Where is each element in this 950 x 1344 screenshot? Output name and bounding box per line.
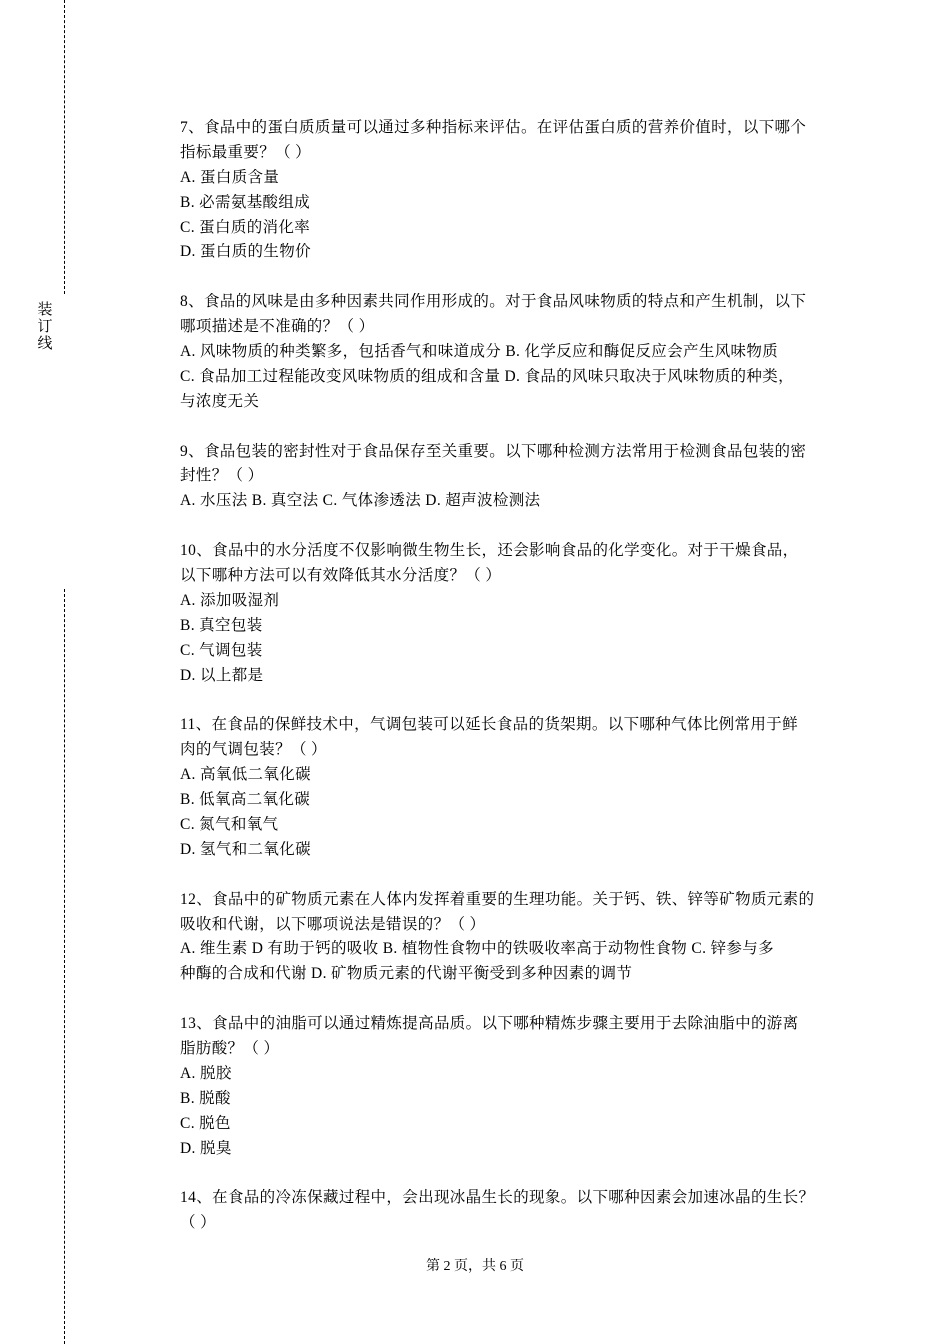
options-line: A. 风味物质的种类繁多，包括香气和味道成分 B. 化学反应和酶促反应会产生风味物质 bbox=[180, 343, 779, 361]
option-d: D. 以上都是 bbox=[180, 666, 264, 684]
question-stem: 脂肪酸？（ ） bbox=[180, 1039, 280, 1057]
option-a: A. 高氧低二氧化碳 bbox=[180, 766, 311, 784]
question-13 bbox=[180, 1012, 842, 1161]
option-b: B. 脱酸 bbox=[180, 1089, 231, 1107]
option-d: D. 氢气和二氧化碳 bbox=[180, 840, 311, 858]
binding-line-label bbox=[36, 302, 54, 353]
option-a: A. 添加吸湿剂 bbox=[180, 591, 280, 609]
question-stem: 封性？（ ） bbox=[180, 467, 264, 485]
question-9 bbox=[180, 440, 842, 515]
options-line: 种酶的合成和代谢 D. 矿物质元素的代谢平衡受到多种因素的调节 bbox=[180, 965, 633, 983]
option-b: B. 低氧高二氧化碳 bbox=[180, 791, 311, 809]
question-7 bbox=[180, 116, 842, 265]
question-11 bbox=[180, 713, 842, 862]
options-line: A. 水压法 B. 真空法 C. 气体渗透法 D. 超声波检测法 bbox=[180, 492, 541, 510]
options-line: A. 维生素 D 有助于钙的吸收 B. 植物性食物中的铁吸收率高于动物性食物 C. 锌参与多 bbox=[180, 940, 774, 958]
question-stem: 吸收和代谢，以下哪项说法是错误的？（ ） bbox=[180, 915, 486, 933]
question-stem: 14、在食品的冷冻保藏过程中，会出现冰晶生长的现象。以下哪种因素会加速冰晶的生长？ bbox=[180, 1189, 815, 1207]
option-b: B. 必需氨基酸组成 bbox=[180, 193, 311, 211]
option-c: C. 气调包装 bbox=[180, 641, 263, 659]
binding-dashed-line-bottom bbox=[64, 589, 65, 1344]
question-8 bbox=[180, 290, 842, 414]
option-b: B. 真空包装 bbox=[180, 616, 263, 634]
option-c: C. 脱色 bbox=[180, 1114, 231, 1132]
question-stem: 13、食品中的油脂可以通过精炼提高品质。以下哪种精炼步骤主要用于去除油脂中的游离 bbox=[180, 1015, 799, 1033]
question-stem: 以下哪种方法可以有效降低其水分活度？（ ） bbox=[180, 567, 502, 585]
question-stem: 哪项描述是不准确的？（ ） bbox=[180, 318, 375, 336]
option-c: C. 氮气和氧气 bbox=[180, 815, 279, 833]
binding-label-char: 装 bbox=[37, 302, 53, 318]
question-stem: 12、食品中的矿物质元素在人体内发挥着重要的生理功能。关于钙、铁、锌等矿物质元素的 bbox=[180, 890, 815, 908]
option-c: C. 蛋白质的消化率 bbox=[180, 218, 311, 236]
page-number-footer: 第 2 页，共 6 页 bbox=[426, 1259, 524, 1274]
question-stem: 8、食品的风味是由多种因素共同作用形成的。对于食品风味物质的特点和产生机制，以下 bbox=[180, 293, 807, 311]
question-10 bbox=[180, 539, 842, 688]
question-12 bbox=[180, 888, 842, 988]
binding-label-char: 订 bbox=[37, 319, 53, 335]
options-line: 与浓度无关 bbox=[180, 392, 260, 410]
options-line: C. 食品加工过程能改变风味物质的组成和含量 D. 食品的风味只取决于风味物质的种类， bbox=[180, 367, 794, 385]
binding-label-char: 线 bbox=[37, 336, 53, 352]
question-stem: 11、在食品的保鲜技术中，气调包装可以延长食品的货架期。以下哪种气体比例常用于鲜 bbox=[180, 716, 798, 734]
question-stem: 10、食品中的水分活度不仅影响微生物生长，还会影响食品的化学变化。对于干燥食品， bbox=[180, 542, 799, 560]
option-a: A. 脱胶 bbox=[180, 1064, 232, 1082]
option-d: D. 蛋白质的生物价 bbox=[180, 243, 311, 261]
question-14 bbox=[180, 1186, 842, 1236]
question-stem: 指标最重要？（ ） bbox=[180, 143, 312, 161]
question-stem: 7、食品中的蛋白质质量可以通过多种指标来评估。在评估蛋白质的营养价值时，以下哪个 bbox=[180, 119, 807, 136]
question-stem: 肉的气调包装？（ ） bbox=[180, 741, 327, 759]
option-a: A. 蛋白质含量 bbox=[180, 168, 280, 186]
binding-dashed-line-top bbox=[64, 0, 65, 294]
exam-content bbox=[180, 116, 842, 1261]
question-stem: （ ） bbox=[180, 1214, 216, 1232]
question-stem: 9、食品包装的密封性对于食品保存至关重要。以下哪种检测方法常用于检测食品包装的密 bbox=[180, 442, 807, 460]
option-d: D. 脱臭 bbox=[180, 1139, 232, 1157]
